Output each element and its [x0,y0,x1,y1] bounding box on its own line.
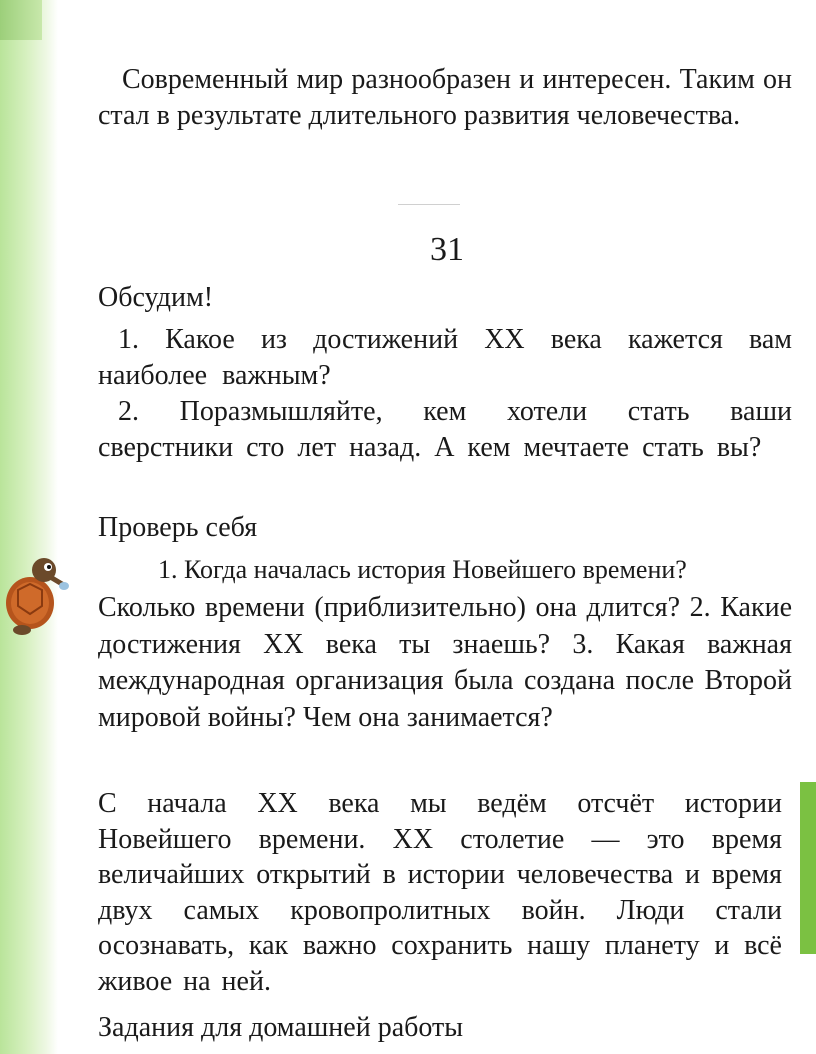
left-margin-corner [0,0,42,40]
discuss-item-2: 2. Поразмышляйте, кем хотели стать ваши сверстники сто лет назад. А кем мечтаете стать вы? [98,396,792,463]
check-heading: Проверь себя [98,512,258,543]
summary-paragraph: С начала XX века мы ведём отсчёт истории Новейшего времени. XX столетие — это время величайших открытий в истории человечества и время двух самых кровопролитных войн. Люди стали осознавать, как важно сохранить нашу планету и всё живое на ней. [98,788,782,997]
page-number: 31 [430,231,464,268]
check-questions: Сколько времени (приблизительно) она длится? 2. Какие достижения XX века ты знаешь? 3. Какая важная международная организация была создана после Второй мировой войны? Чем она занимается? [98,592,792,733]
discuss-item-1: 1. Какое из достижений XX века кажется вам наиболее важным? [98,324,792,391]
turtle-icon [0,548,74,638]
left-margin-decoration [0,0,58,1054]
check-question-1: 1. Когда началась история Новейшего времени? [158,555,687,584]
right-edge-tab [800,782,816,954]
intro-paragraph: Современный мир разнообразен и интересен. Таким он стал в результате длительного развития человечества. [98,64,792,131]
divider [398,204,460,205]
homework-heading: Задания для домашней работы [98,1012,464,1043]
discuss-heading: Обсудим! [98,282,214,313]
